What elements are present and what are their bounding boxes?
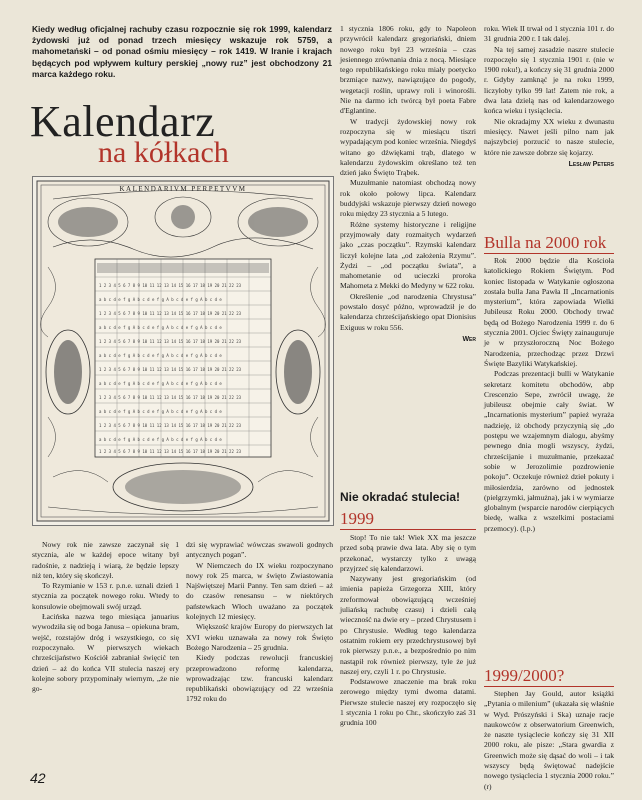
paragraph: 1 stycznia 1806 roku, gdy to Napoleon przywrócił kalendarz gregoriański, dniem nowego roku był 23 września – czas jesiennego zrównania dnia z nocą. Miesiące tego republikańskiego roku miały poetycko brzmiące nazwy, nawiązujące do pogody, wegetacji roślin, uprawy roli i winorośli. Nie na darmo ich twórcą był poeta Fabre d'Eglantine. (340, 24, 476, 116)
svg-text:a b c d e f g A b c d e f g A: a b c d e f g A b c d e f g A b c d e f g A b c d e (99, 381, 222, 386)
column-middle-b (340, 533, 476, 729)
page-number: 42 (30, 770, 46, 786)
svg-text:a b c d e f g A b c d e f g A: a b c d e f g A b c d e f g A b c d e f g A b c d e (99, 297, 222, 302)
paragraph: To Rzymianie w 153 r. p.n.e. uznali dzień 1 stycznia za początek nowego roku. Wtedy to konsulowie obejmowali swój urząd. (32, 581, 179, 611)
column-left-a (32, 540, 179, 694)
heading-rule (484, 253, 614, 254)
paragraph: Większość krajów Europy do pierwszych lat XVI wieku uznawała za nowy rok Święto Bożego Narodzenia – 25 grudnia. (186, 622, 333, 652)
svg-text:1 2 3 4 5 6 7 8 9 10 11 12 13: 1 2 3 4 5 6 7 8 9 10 11 12 13 14 15 16 17 18 19 20 21 22 23 (99, 395, 242, 400)
svg-text:1 2 3 4 5 6 7 8 9 10 11 12 13: 1 2 3 4 5 6 7 8 9 10 11 12 13 14 15 16 17 18 19 20 21 22 23 (99, 423, 242, 428)
author-signature: Wer (462, 335, 476, 343)
svg-text:a b c d e f g A b c d e f g A: a b c d e f g A b c d e f g A b c d e f g A b c d e (99, 409, 222, 414)
section-heading-bulla: Bulla na 2000 rok (484, 233, 607, 252)
article-subtitle: na kółkach (98, 136, 229, 169)
column-right-c (484, 689, 614, 792)
column-middle-a (340, 24, 476, 345)
paragraph: Kiedy podczas rewolucji francuskiej przeprowadzono reformę kalendarza, wprowadzając tzw. francuski kalendarz republikański obowiązujący od 22 września 1792 roku do (186, 653, 333, 704)
heading-rule (340, 529, 476, 530)
paragraph: Różne systemy historyczne i religijne przyjmowały daty rozmaitych wydarzeń jako „czas początku”. Rzymski kalendarz liczył kolejne lata „od założenia Rzymu”. Żydzi – „od początku świata”, a mahometanie od ucieczki proroka Mahometa z Mekki do Medyny w 622 roku. (340, 219, 476, 291)
svg-text:a b c d e f g A b c d e f g A: a b c d e f g A b c d e f g A b c d e f g A b c d e (99, 325, 222, 330)
heading-rule (484, 686, 614, 687)
paragraph: Na tej samej zasadzie naszre stulecie rozpoczęło się 1 stycznia 1901 r. (nie w 1900 roku!), a kończy się 31 grudnia 2000 r. Gdyby zamknąć je na roku 1999, liczyłoby tylko 99 lat! Zatem nie rok, a dwa lata dzielą nas od kalendarzowego końca wieku i tysiąclecia. (484, 44, 614, 116)
paragraph: W tradycji żydowskiej nowy rok rozpoczyna się w miesiącu tiszri wypadającym pod koniec września. Niegdyś witano go dźwiękami trąb, dlatego w kalendarzu żydowskim określano też ten dzień jako Święto Trąbek. (340, 116, 476, 178)
perpetual-calendar-engraving (32, 176, 334, 526)
column-right-b (484, 256, 614, 534)
svg-text:1 2 3 4 5 6 7 8 9 10 11 12 13: 1 2 3 4 5 6 7 8 9 10 11 12 13 14 15 16 17 18 19 20 21 22 23 (99, 449, 242, 454)
section-heading-stulecia: Nie okradać stulecia! (340, 490, 461, 504)
column-right-a (484, 24, 614, 170)
svg-text:1 2 3 4 5 6 7 8 9 10 11 12 13: 1 2 3 4 5 6 7 8 9 10 11 12 13 14 15 16 17 18 19 20 21 22 23 (99, 339, 242, 344)
svg-text:1 2 3 4 5 6 7 8 9 10 11 12 13: 1 2 3 4 5 6 7 8 9 10 11 12 13 14 15 16 17 18 19 20 21 22 23 (99, 283, 242, 288)
paragraph: Stop! To nie tak! Wiek XX ma jeszcze przed sobą prawie dwa lata. Aby się o tym przekonać, wystarczy tylko z uwagą przyjrzeć się kalendarzowi. (340, 533, 476, 573)
paragraph: Rok 2000 będzie dla Kościoła katolickiego Rokiem Świętym. Pod koniec listopada w Watykanie ogłoszona została bulla Jana Pawła II „Incarnationis mysterium”, która zapowiada Wielki Jubileusz Roku 2000. Obchody trwać będą od Bożego Narodzenia 1999 r. do 6 stycznia 2001. Ojciec Święty zainauguruje je w przyszłoroczną Noc Bożego Narodzenia, przechodząc przez Drzwi Święte Bazyliki Watykańskiej. (484, 256, 614, 368)
paragraph: Określenie „od narodzenia Chrystusa” powstało dosyć późno, wprowadził je do kalendarza chrześcijańskiego opat Dionisius Exiguus w roku 556. (340, 291, 476, 332)
paragraph: W Niemczech do IX wieku rozpoczynano nowy rok 25 marca, w święto Zwiastowania Najświętszej Marii Panny. Ten sam dzień – aż do czasów renesansu – w niektórych państewkach Włoch uważano za początek kolejnych 12 miesięcy. (186, 560, 333, 622)
svg-text:1 2 3 4 5 6 7 8 9 10 11 12 13: 1 2 3 4 5 6 7 8 9 10 11 12 13 14 15 16 17 18 19 20 21 22 23 (99, 311, 242, 316)
paragraph: Stephen Jay Gould, autor książki „Pytania o milenium” (ukazała się właśnie w Wyd. Prószyński i Ska) uznaje racje naukowców z obserwatorium Greenwich, że naszte tysiąclecie kończy się 31 XII 2000 roku, ale pisze: „Stara gwardia z Greenwich może się dąsać do woli – i tak wszyscy będą świętować nadejście nowego tysiąclecia 1 stycznia 2000 roku.” (r) (484, 689, 614, 791)
engraving-drawing (33, 177, 333, 525)
paragraph: Łacińska nazwa tego miesiąca januarius wywodziła się od boga Janusa – opiekuna bram, wejść, rozstajów dróg i wszystkiego, co się rozpoczynało. W pierwszych wiekach chrześcijaństwo Kościół zabraniał święcić ten dzień – aż do końca VII stulecia naszej ery kolejne sobory przypominały wiernym, „że nie go- (32, 612, 179, 694)
lead-paragraph: Kiedy według oficjalnej rachuby czasu rozpocznie się rok 1999, kalendarz żydowski już od ponad trzech miesięcy wskazuje rok 5759, a mahometański – od ponad ośmiu miesięcy – rok 1419. W Iranie i krajach będących pod wpływem kultury perskiej „nowy ruz” jest obchodzony 21 marca każdego roku. (32, 24, 332, 79)
paragraph: Nazywany jest gregoriańskim (od imienia papieża Grzegorza XIII, który zreformował obowiązującą wcześniej juliańską rachubę czasu) i dzieli całą wieczność na dwie ery – przed Chrystusem i po Chrystusie. Według tego kalendarza ostatnim rokiem ery przedchrystusowej był rok pierwszy p.n.e., a bezpośrednio po nim nastąpił rok również pierwszy, tyle że już naszej ery, czyli 1 r. po Chrystusie. (340, 574, 476, 676)
author-signature: Lesław Peters (568, 160, 614, 168)
section-heading-1999: 1999 (340, 509, 374, 528)
svg-text:1 2 3 4 5 6 7 8 9 10 11 12 13: 1 2 3 4 5 6 7 8 9 10 11 12 13 14 15 16 17 18 19 20 21 22 23 (99, 367, 242, 372)
engraving-caption: KALENDARIVM PERPETVVM (119, 185, 247, 193)
paragraph: Muzułmanie natomiast obchodzą nowy rok około połowy lipca. Kalendarz buddyjski wskazuje pierwszy dzień nowego roku między 23 stycznia a 5 lutego. (340, 178, 476, 219)
paragraph: Nowy rok nie zawsze zaczynał się 1 stycznia, ale w każdej epoce witany był radośnie, z nadzieją i wiarą, że będzie lepszy niż ten, który się skończył. (32, 540, 179, 580)
section-heading-19992000: 1999/2000? (484, 666, 565, 685)
paragraph: dzi się wyprawiać wówczas swawoli godnych antycznych pogan”. (186, 540, 333, 560)
paragraph: Podstawowe znaczenie ma brak roku zerowego między tymi dwoma datami. Pierwsze stulecie naszej ery rozpoczęło się 1 stycznia 1 roku po Chr., skończyło zaś 31 grudnia 100 (340, 677, 476, 728)
paragraph: roku. Wiek II trwał od 1 stycznia 101 r. do 31 grudnia 200 r. I tak dalej. (484, 24, 614, 44)
svg-text:a b c d e f g A b c d e f g A: a b c d e f g A b c d e f g A b c d e f g A b c d e (99, 353, 222, 358)
paragraph: Nie okradajmy XX wieku z dwunastu miesięcy. Nawet jeśli pilno nam jak najszybciej porzucić to nasze stulecie, które nie zawsze dobrze się kojarzy. (484, 116, 614, 157)
svg-text:a b c d e f g A b c d e f g A: a b c d e f g A b c d e f g A b c d e f g A b c d e (99, 437, 222, 442)
column-left-b (186, 540, 333, 705)
article-title: Kalendarz (30, 97, 216, 146)
paragraph: Podczas prezentacji bulli w Watykanie sekretarz komitetu obchodów, abp Crescenzio Sepe, zwrócił uwagę, że jubileusz obejmie cały świat. W „Incarnationis mysterium” papież wyraża nadzieję, iż obchody przyczynią się „do postępu we wzajemnym dialogu, abyśmy pewnego dnia mogli wszyscy, żydzi, chrześcijanie i muzułmanie, przekazać sobie w Jerozolimie pozdrowienie pokoju”. Oczekuje również dzieł pokuty i miłosierdzia, zarówno od jednostek (pielgrzymki, jałmużna), jak i w wymiarze globalnym (wsparcie narodów cierpiących biedę, walka z wszelkimi postaciami przemocy). (l.p.) (484, 369, 614, 533)
